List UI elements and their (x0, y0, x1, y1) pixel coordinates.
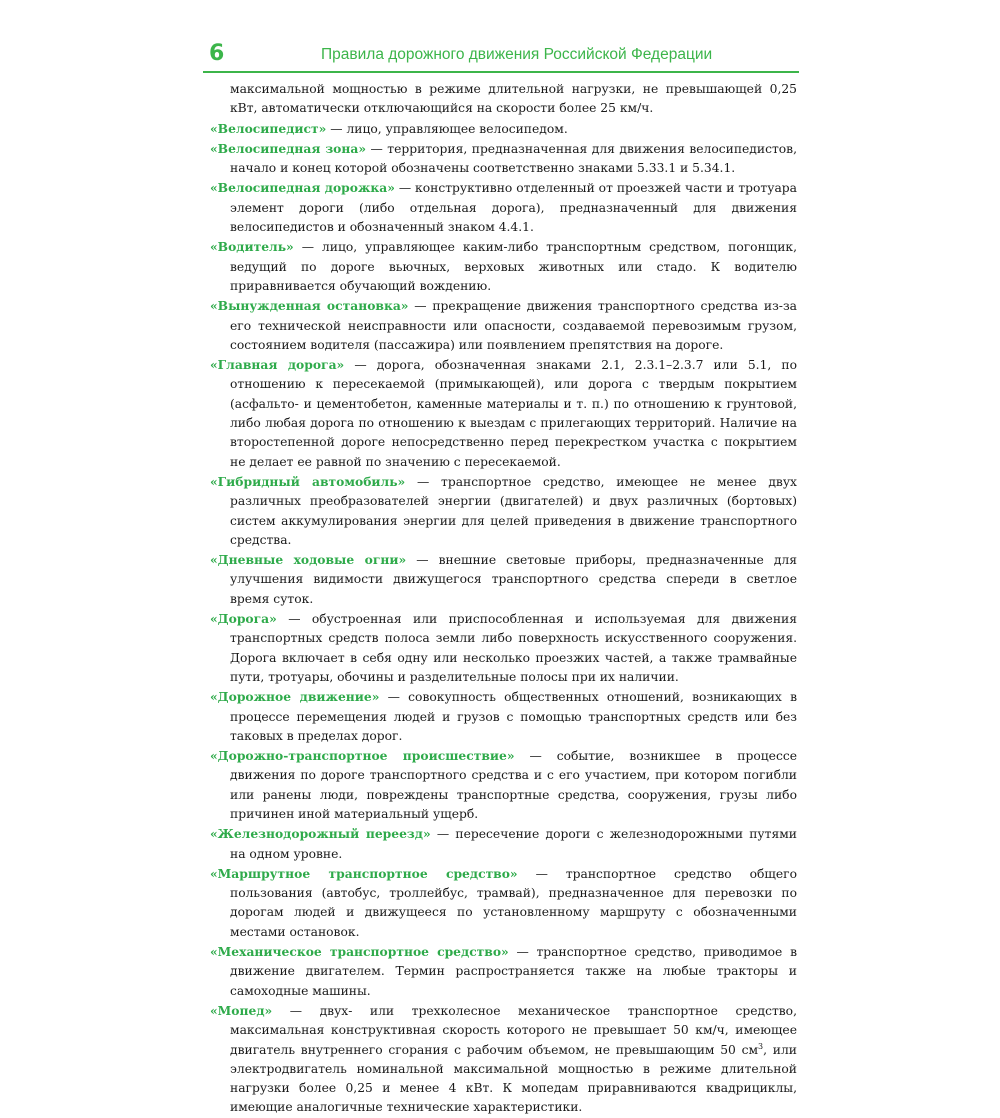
definition-entry-driver (210, 237, 797, 296)
term: «Главная дорога» (210, 357, 345, 373)
definition-entry-railway-crossing (210, 824, 797, 864)
definition-entry-forced-stop (210, 296, 797, 355)
definition-text: — дорога, обозначенная знаками 2.1, 2.3.1–2.3.7 или 5.1, по отношению к пересекаемой (примыкающей), или дорога с твердым покрытием (асфальто- и цементобетон, каменные материалы и т. п.) по отношению к грунтовой, либо любая дорога по отношению к выездам с прилегающих территорий. Наличие на второстепенной дороге непосредственно перед перекрестком участка с покрытием не делает ее равной по значению с пересекаемой. (230, 358, 797, 469)
definition-text: — транспортное средство общего пользования (автобус, троллейбус, трамвай), предназначенное для перевозки по дорогам людей и движущееся по установленному маршруту с обозначенными местами остановок. (230, 866, 797, 939)
term: «Мопед» (210, 1002, 273, 1018)
definition-entry-bicycle-zone (210, 139, 797, 179)
superscript: 3 (758, 1041, 764, 1051)
definition-entry-route-vehicle (210, 864, 797, 942)
term: «Маршрутное транспортное средство» (210, 865, 518, 881)
term: «Дорожное движение» (210, 689, 380, 705)
term: «Дорожно-транспортное происшествие» (210, 748, 515, 764)
definition-entry-road-accident (210, 746, 797, 824)
definition-text: максимальной мощностью в режиме длительной нагрузки, не превышающей 0,25 кВт, автоматически отключающийся на скорости более 25 км/ч. (230, 82, 797, 116)
definition-entry-motor-vehicle (210, 942, 797, 1001)
definition-entry-hybrid-car (210, 472, 797, 550)
definition-text: — транспортное средство, приводимое в движение двигателем. Термин распространяется также на любые тракторы и самоходные машины. (230, 945, 797, 998)
definition-text-tail: , или электродвигатель номинальной максимальной мощностью в режиме длительной нагрузки более 0,25 и менее 4 кВт. К мопедам приравниваются квадрициклы, имеющие аналогичные технические характеристики. (230, 1042, 797, 1115)
document-body (210, 80, 797, 1118)
definition-entry-main-road (210, 355, 797, 472)
definition-text: — пересечение дороги с железнодорожными путями на одном уровне. (230, 827, 797, 861)
definition-text: — совокупность общественных отношений, возникающих в процессе перемещения людей и грузов с помощью транспортных средств или без таковых в пределах дорог. (230, 690, 797, 743)
header-rule (203, 71, 799, 73)
term: «Гибридный автомобиль» (210, 473, 406, 489)
definition-text: — двух- или трехколесное механическое транспортное средство, максимальная конструктивная скорость которого не превышает 50 км/ч, имеющее двигатель внутреннего сгорания с рабочим объемом, не превышающим 50 см (230, 1003, 797, 1057)
definition-text: — конструктивно отделенный от проезжей части и тротуара элемент дороги (либо отдельная дорога), предназначенный для движения велосипедистов и обозначенный знаком 4.4.1. (230, 181, 798, 235)
page-number: 6 (209, 41, 225, 66)
term: «Водитель» (210, 239, 294, 255)
definition-entry-moped (210, 1001, 797, 1118)
term: «Железнодорожный переезд» (210, 826, 431, 842)
term: «Вынужденная остановка» (210, 298, 409, 314)
definition-text: — прекращение движения транспортного средства из-за его технической неисправности или опасности, создаваемой перевозимым грузом, состоянием водителя (пассажира) или появлением препятствия на дороге. (230, 299, 797, 352)
definition-entry-road (210, 609, 797, 687)
term: «Велосипедист» (210, 120, 327, 136)
definition-text: — транспортное средство, имеющее не менее двух различных преобразователей энергии (двигателей) и двух различных (бортовых) систем аккумулирования энергии для целей приведения в движение транспортного средства. (230, 474, 797, 547)
definition-text: — внешние световые приборы, предназначенные для улучшения видимости движущегося транспортного средства спереди в светлое время суток. (230, 553, 797, 606)
definition-entry-bicycle-path (210, 178, 797, 237)
definition-text: — лицо, управляющее каким-либо транспортным средством, погонщик, ведущий по дороге вьючных, верховых животных или стадо. К водителю приравнивается обучающий вождению. (230, 240, 797, 293)
definition-text: — обустроенная или приспособленная и используемая для движения транспортных средств полоса земли либо поверхность искусственного сооружения. Дорога включает в себя одну или несколько проезжих частей, а также трамвайные пути, тротуары, обочины и разделительные полосы при их наличии. (230, 612, 797, 684)
page-header (203, 42, 799, 72)
definition-entry-continued (210, 80, 797, 119)
term: «Дневные ходовые огни» (210, 552, 407, 568)
definition-text: — лицо, управляющее велосипедом. (326, 121, 568, 136)
definition-entry-daytime-lights (210, 550, 797, 609)
term: «Велосипедная зона» (210, 140, 367, 156)
definition-text: — территория, предназначенная для движения велосипедистов, начало и конец которой обозначены соответственно знаками 5.33.1 и 5.34.1. (230, 141, 797, 176)
definition-entry-road-traffic (210, 687, 797, 746)
running-title: Правила дорожного движения Российской Федерации (321, 46, 713, 63)
definition-text: — событие, возникшее в процессе движения по дороге транспортного средства и с его участием, при котором погибли или ранены люди, повреждены транспортные средства, сооружения, грузы либо причинен иной материальный ущерб. (230, 749, 797, 821)
term: «Механическое транспортное средство» (210, 944, 509, 960)
definition-entry-cyclist (210, 119, 797, 139)
term: «Велосипедная дорожка» (210, 180, 395, 196)
term: «Дорога» (210, 611, 277, 627)
